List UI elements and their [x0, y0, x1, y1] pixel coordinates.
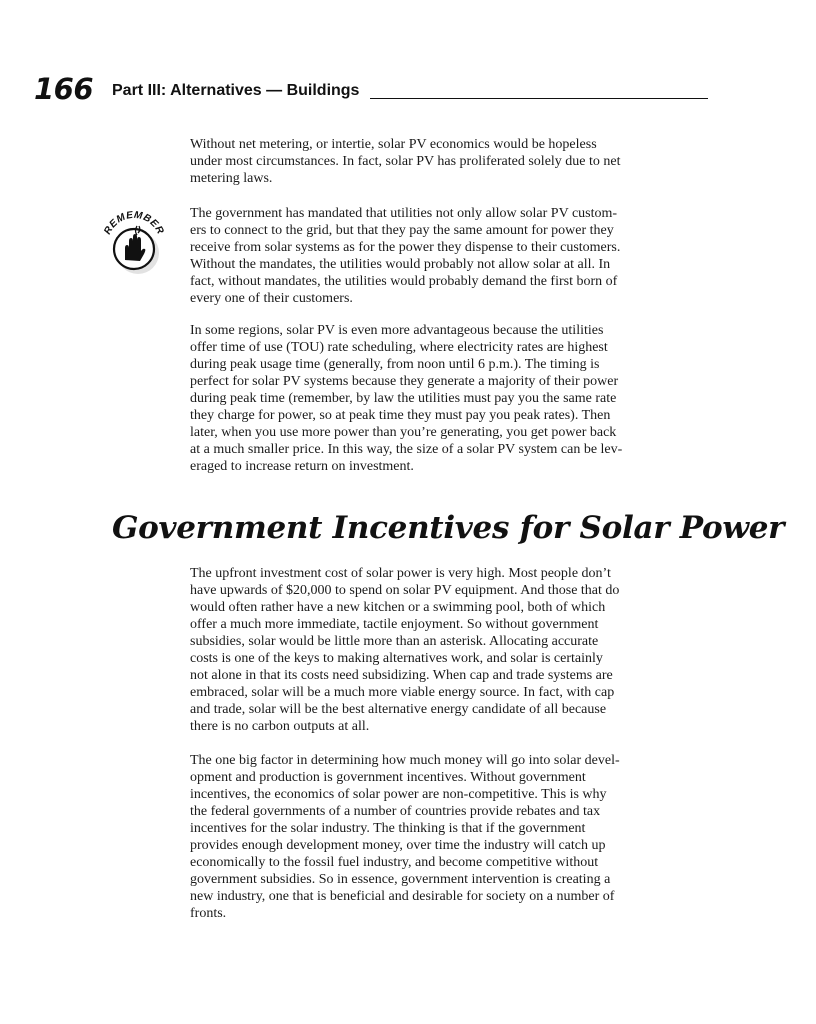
text-line: metering laws. [190, 171, 273, 186]
paragraph-net-metering [190, 136, 710, 187]
text-line: perfect for solar PV systems because they generate a majority of their power [190, 374, 619, 389]
text-line: they charge for power, so at peak time they must pay you peak rates). Then [190, 408, 611, 423]
text-line: fronts. [190, 906, 227, 921]
text-line: receive from solar systems as for the power they dispense to their customers. [190, 240, 621, 255]
text-line: The upfront investment cost of solar power is very high. Most people don’t [190, 566, 611, 581]
text-line: The one big factor in determining how much money will go into solar devel- [190, 753, 620, 768]
page-header [34, 72, 708, 106]
remember-icon-label: REMEMBER [102, 209, 166, 237]
text-line: opment and production is government incentives. Without government [190, 770, 586, 785]
text-line: offer time of use (TOU) rate scheduling, where electricity rates are highest [190, 340, 608, 355]
text-line: government subsidies. So in essence, government intervention is creating a [190, 872, 611, 887]
text-line: Without net metering, or intertie, solar PV economics would be hopeless [190, 137, 597, 152]
text-line: incentives, the economics of solar power are non-competitive. This is why [190, 787, 607, 802]
paragraph-upfront-cost [190, 565, 710, 735]
text-line: not alone in that its costs need subsidizing. When cap and trade systems are [190, 668, 613, 683]
text-line: offer a much more immediate, tactile enjoyment. So without government [190, 617, 599, 632]
remember-icon [96, 204, 172, 280]
text-line: costs is one of the keys to making alternatives work, and solar is certainly [190, 651, 603, 666]
text-line: later, when you use more power than you’re generating, you get power back [190, 425, 617, 440]
text-line: eraged to increase return on investment. [190, 459, 414, 474]
text-line: during peak time (remember, by law the utilities must pay you the same rate [190, 391, 617, 406]
text-line: during peak usage time (generally, from noon until 6 p.m.). The timing is [190, 357, 600, 372]
page-number: 166 [34, 72, 94, 106]
text-line: there is no carbon outputs at all. [190, 719, 370, 734]
text-line: subsidies, solar would be little more than an asterisk. Allocating accurate [190, 634, 599, 649]
paragraph-government-mandates [190, 205, 710, 307]
remember-icon-graphic [96, 204, 172, 280]
text-line: would often rather have a new kitchen or a swimming pool, both of which [190, 600, 606, 615]
paragraph-time-of-use [190, 322, 710, 475]
text-line: under most circumstances. In fact, solar PV has proliferated solely due to net [190, 154, 621, 169]
text-line: the federal governments of a number of countries provide rebates and tax [190, 804, 601, 819]
text-line: at a much smaller price. In this way, the size of a solar PV system can be lev- [190, 442, 623, 457]
text-line: In some regions, solar PV is even more advantageous because the utilities [190, 323, 604, 338]
text-line: and trade, solar will be the best alternative energy candidate of all because [190, 702, 607, 717]
text-line: embraced, solar will be a much more viable energy source. In fact, with cap [190, 685, 615, 700]
running-head: Part III: Alternatives — Buildings [112, 82, 360, 99]
text-line: provides enough development money, over time the industry will catch up [190, 838, 606, 853]
text-line: every one of their customers. [190, 291, 353, 306]
paragraph-government-incentives [190, 752, 710, 922]
text-line: incentives for the solar industry. The thinking is that if the government [190, 821, 586, 836]
section-heading: Government Incentives for Solar Power [112, 510, 785, 546]
text-line: ers to connect to the grid, but that they pay the same amount for power they [190, 223, 614, 238]
text-line: The government has mandated that utilities not only allow solar PV custom- [190, 206, 618, 221]
text-line: new industry, one that is beneficial and desirable for society on a number of [190, 889, 615, 904]
text-line: economically to the fossil fuel industry, and become competitive without [190, 855, 599, 870]
text-line: fact, without mandates, the utilities would probably demand the first born of [190, 274, 618, 289]
text-line: Without the mandates, the utilities would probably not allow solar at all. In [190, 257, 611, 272]
text-line: have upwards of $20,000 to spend on solar PV equipment. And those that do [190, 583, 620, 598]
header-rule [370, 98, 708, 99]
